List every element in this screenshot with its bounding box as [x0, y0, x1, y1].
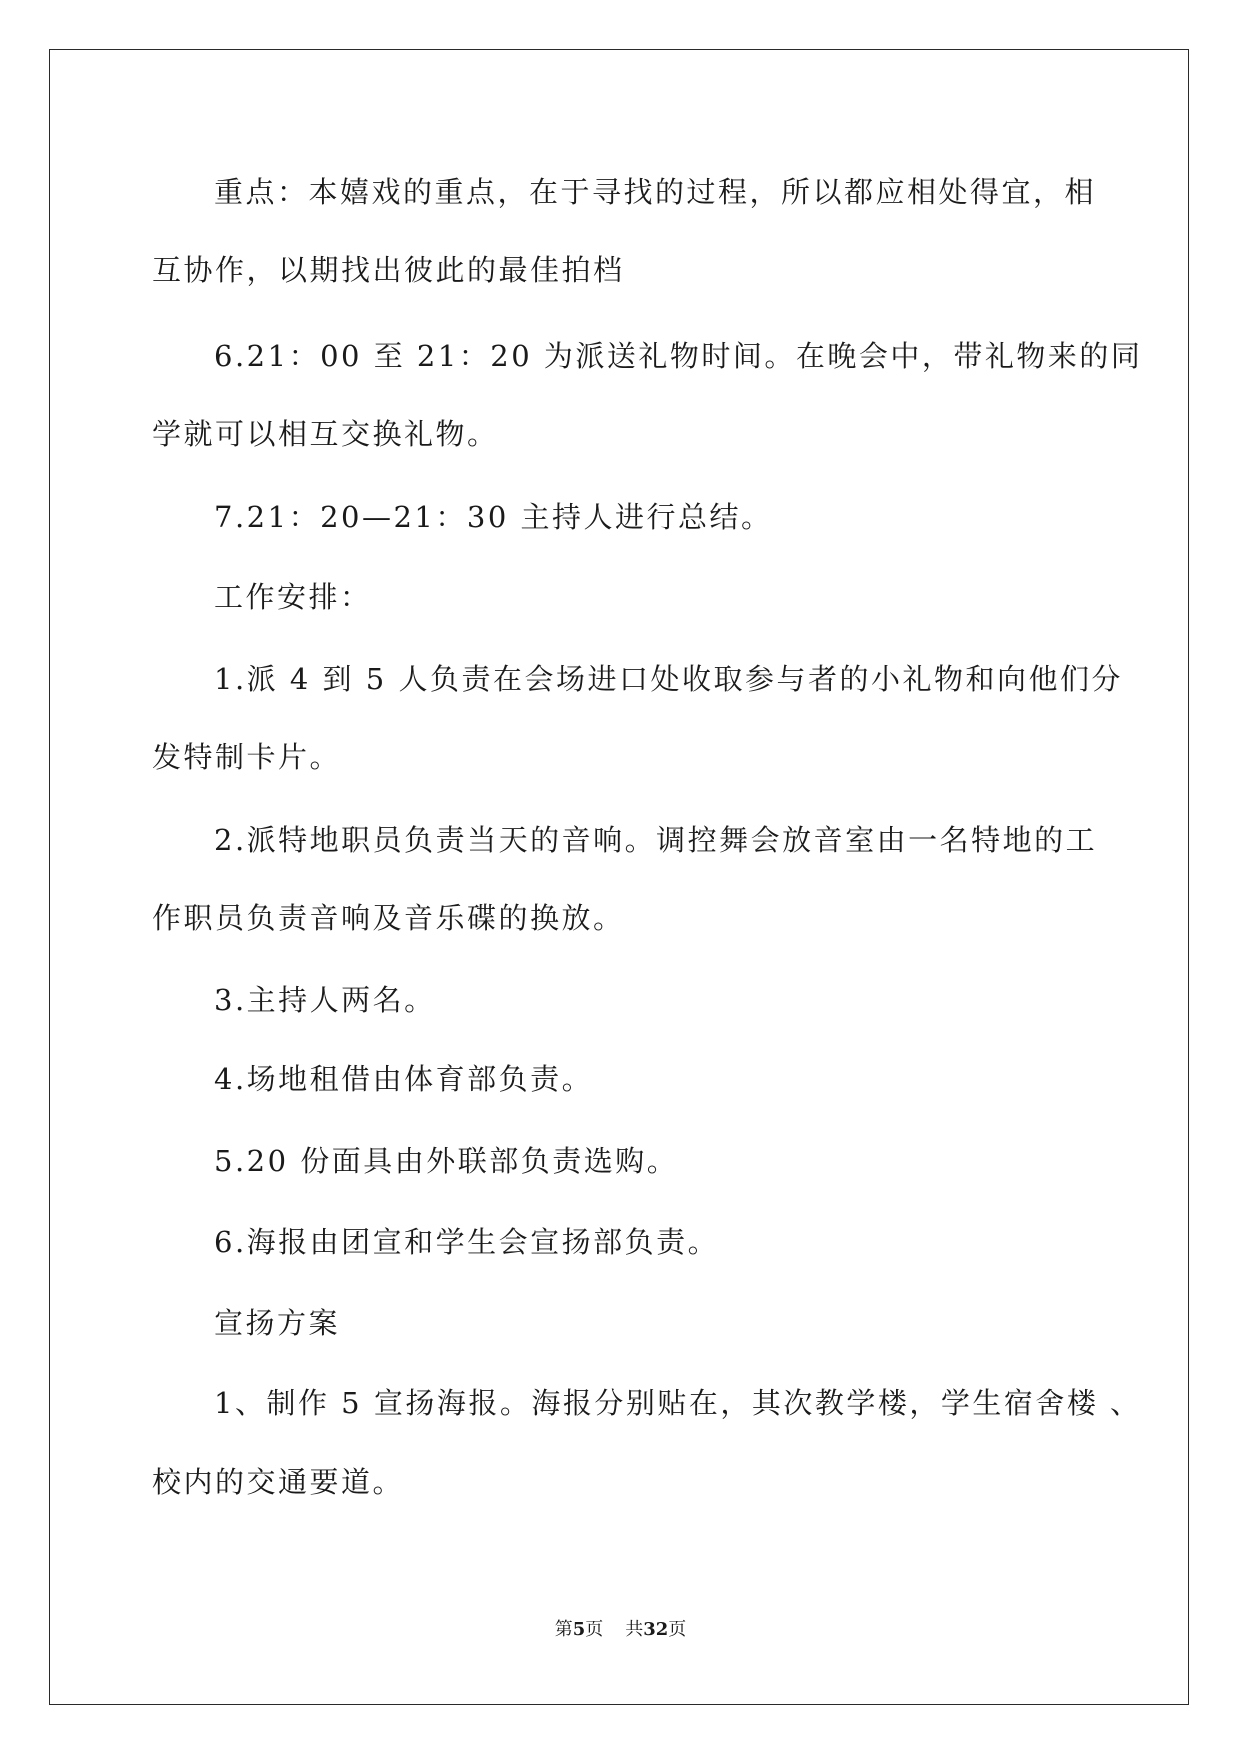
paragraph-line: 7.21：20—21：30 主持人进行总结。	[214, 500, 773, 534]
paragraph-line: 2.派特地职员负责当天的音响。调控舞会放音室由一名特地的工	[214, 823, 1098, 857]
paragraph-line: 6.海报由团宣和学生会宣扬部负责。	[214, 1225, 720, 1259]
paragraph-line: 学就可以相互交换礼物。	[152, 417, 499, 451]
paragraph-line: 1、制作 5 宣扬海报。海报分别贴在，其次教学楼，学生宿舍楼 、	[214, 1386, 1142, 1420]
total-suffix: 页	[668, 1619, 687, 1640]
page-number: 5	[572, 1619, 586, 1640]
total-pages: 32	[643, 1619, 669, 1640]
page-border	[49, 49, 1189, 1705]
page-footer	[0, 1618, 1241, 1642]
paragraph-line: 6.21：00 至 21：20 为派送礼物时间。在晚会中，带礼物来的同	[214, 339, 1143, 373]
page-prefix: 第	[554, 1619, 573, 1640]
paragraph-line: 4.场地租借由体育部负责。	[214, 1062, 594, 1096]
paragraph-line: 1.派 4 到 5 人负责在会场进口处收取参与者的小礼物和向他们分	[214, 662, 1123, 696]
paragraph-line: 校内的交通要道。	[152, 1465, 405, 1499]
paragraph-line: 5.20 份面具由外联部负责选购。	[214, 1144, 679, 1178]
paragraph-line: 互协作，以期找出彼此的最佳拍档	[152, 253, 625, 287]
paragraph-line: 作职员负责音响及音乐碟的换放。	[152, 901, 625, 935]
paragraph-line: 3.主持人两名。	[214, 983, 436, 1017]
paragraph-line: 发特制卡片。	[152, 740, 342, 774]
total-prefix: 共	[625, 1619, 644, 1640]
page-suffix: 页	[585, 1619, 604, 1640]
paragraph-line: 重点：本嬉戏的重点，在于寻找的过程，所以都应相处得宜，相	[214, 175, 1097, 209]
section-heading: 宣扬方案	[214, 1306, 341, 1340]
section-heading: 工作安排：	[214, 580, 372, 614]
